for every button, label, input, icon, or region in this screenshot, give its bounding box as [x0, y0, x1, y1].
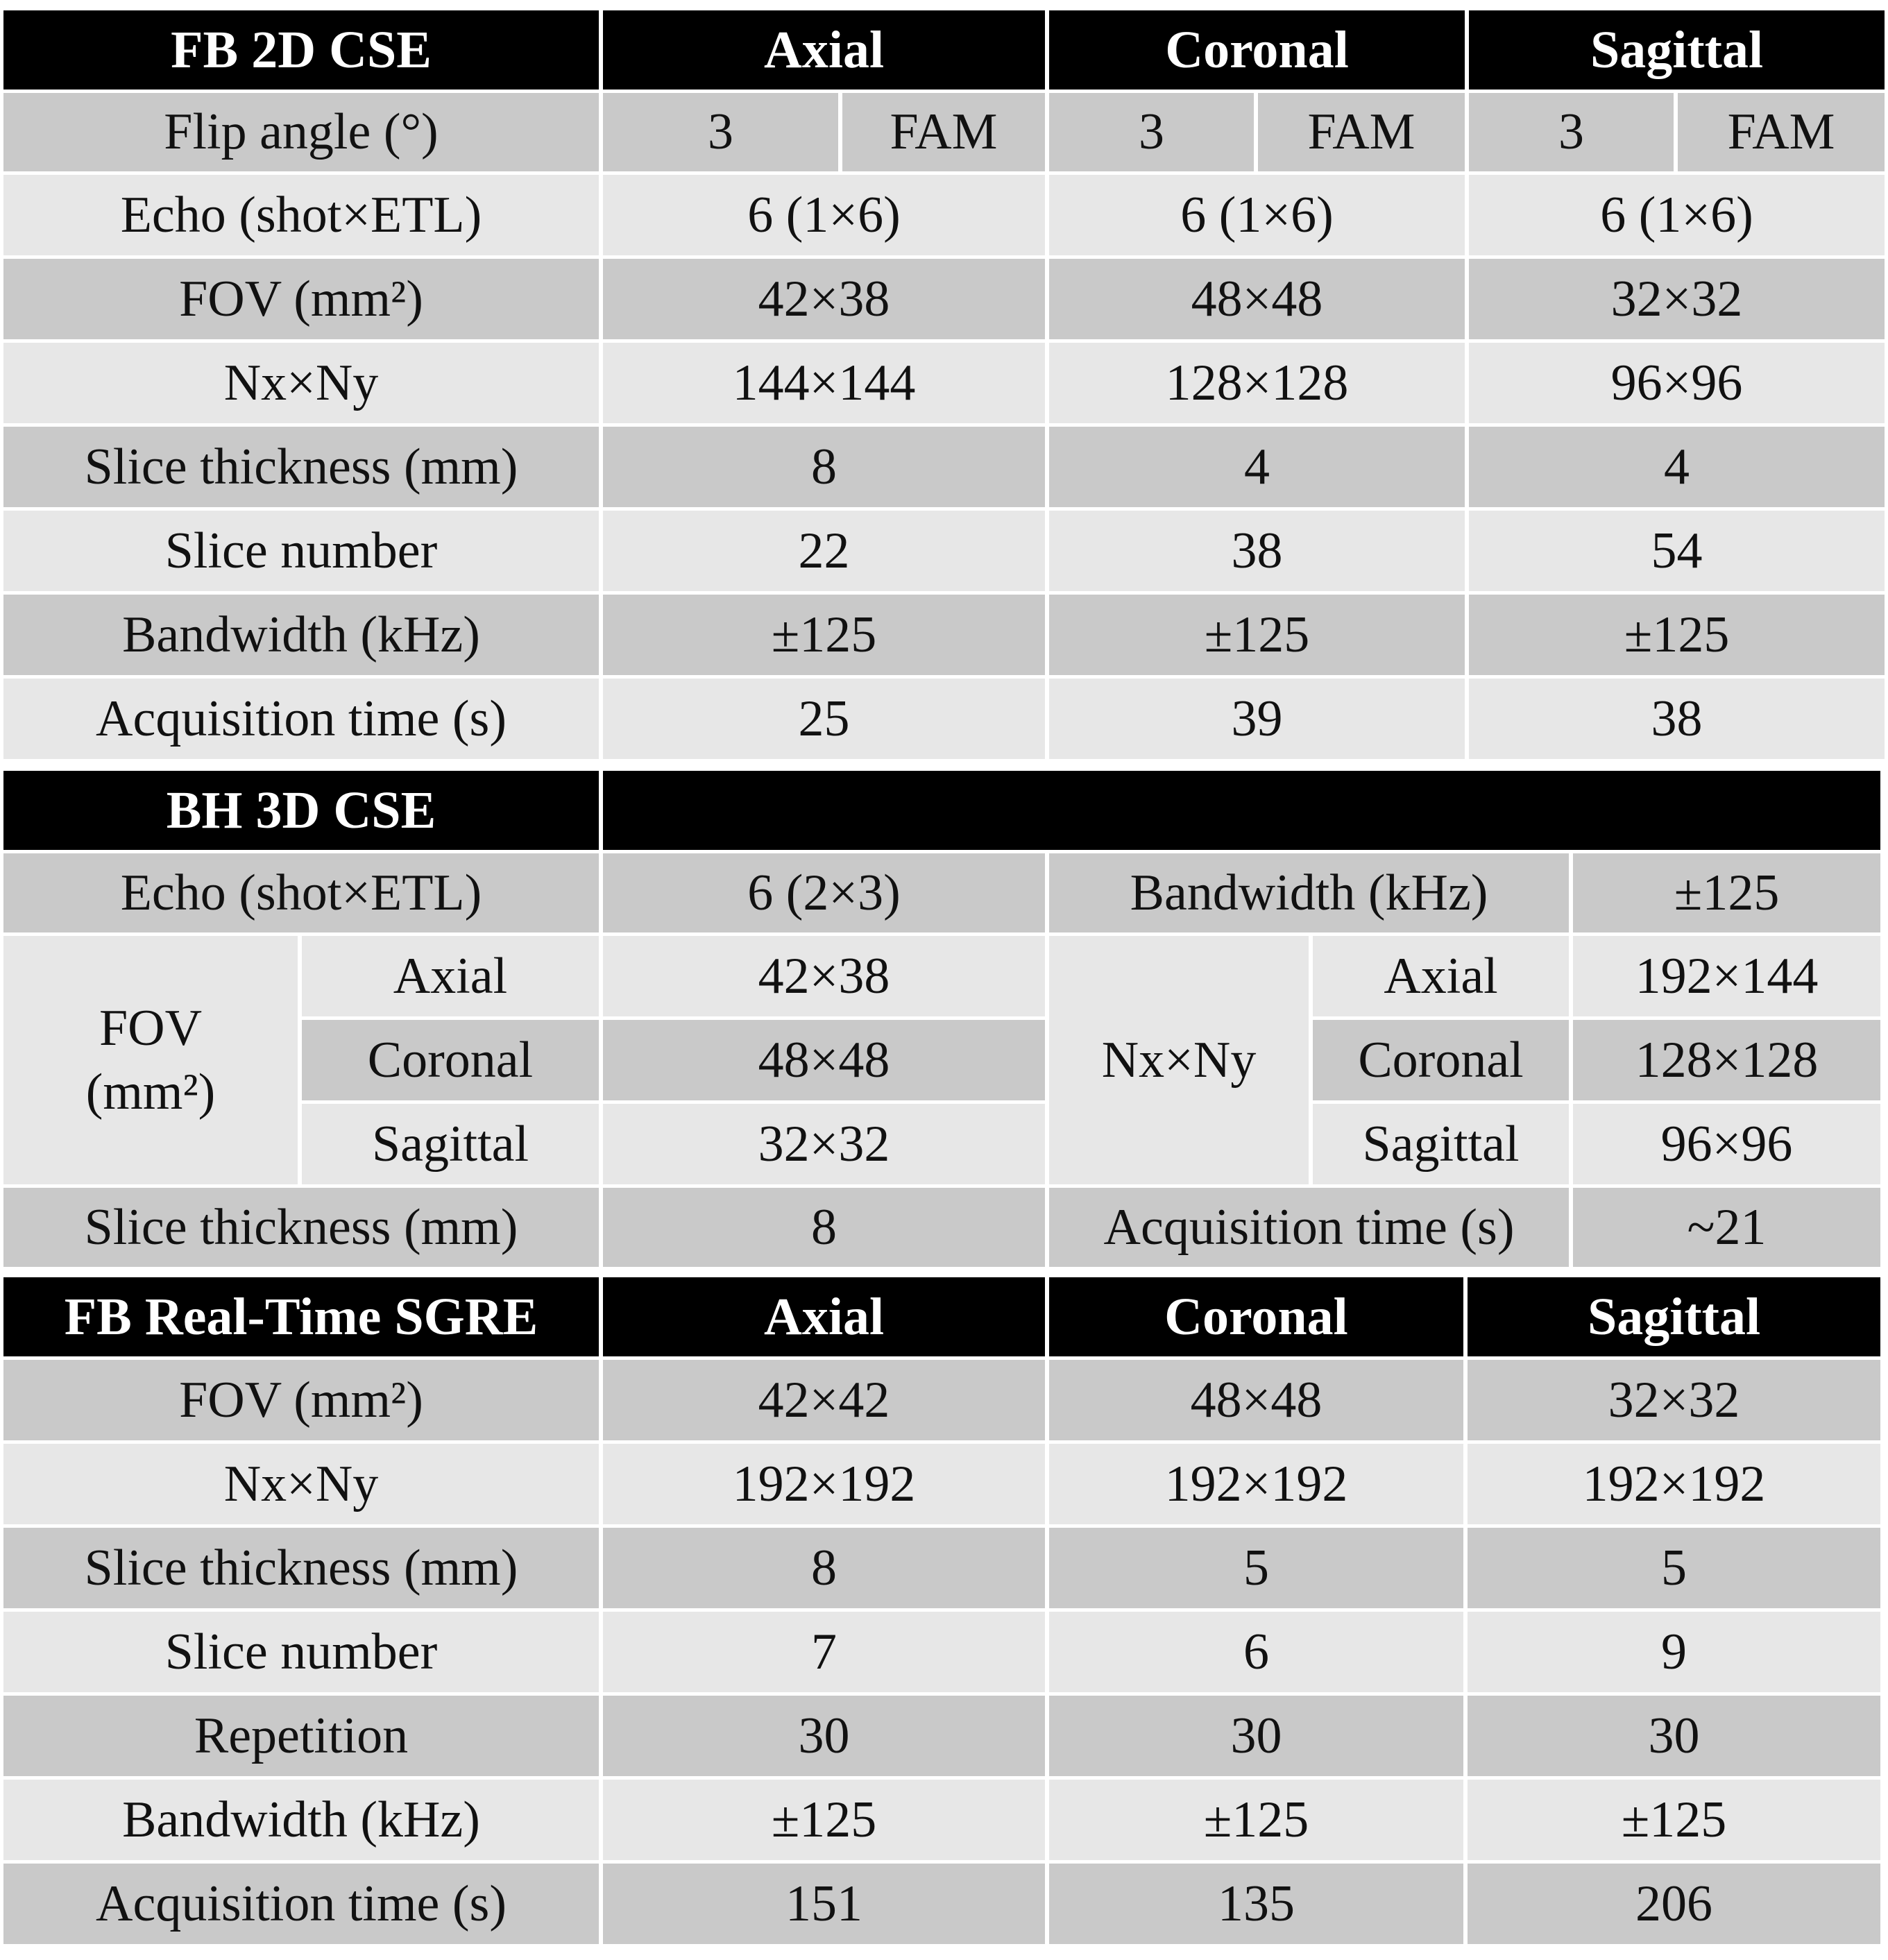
row-label: Echo (shot×ETL) [3, 175, 599, 255]
fov-sagittal-label: Sagittal [302, 1104, 599, 1184]
flip-sagittal-b: FAM [1678, 93, 1885, 171]
axial-value: 25 [603, 679, 1045, 759]
matrix-coronal-label: Coronal [1313, 1020, 1569, 1100]
fb2d-header-row [3, 10, 1885, 90]
fov-sagittal-value: 32×32 [603, 1104, 1045, 1184]
fb2d-bandwidth-row [3, 595, 1885, 675]
row-label: Slice number [3, 511, 599, 591]
acquisition-label: Acquisition time (s) [1049, 1188, 1569, 1267]
sagittal-value: 96×96 [1469, 343, 1885, 423]
sagittal-value: 192×192 [1468, 1444, 1880, 1524]
bh3d-title: BH 3D CSE [3, 771, 599, 850]
flip-coronal-b: FAM [1258, 93, 1465, 171]
coronal-value: ±125 [1049, 595, 1465, 675]
coronal-value: 48×48 [1049, 1360, 1463, 1440]
coronal-value: 6 [1049, 1612, 1463, 1692]
coronal-value: 192×192 [1049, 1444, 1463, 1524]
axial-value: ±125 [603, 1780, 1045, 1860]
sagittal-value: 32×32 [1469, 259, 1885, 339]
fbrt-coronal-header: Coronal [1049, 1277, 1463, 1356]
row-label: Bandwidth (kHz) [3, 1780, 599, 1860]
axial-value: 8 [603, 1528, 1045, 1608]
coronal-value: ±125 [1049, 1780, 1463, 1860]
flip-coronal-a: 3 [1049, 93, 1254, 171]
coronal-value: 30 [1049, 1696, 1463, 1776]
bandwidth-label: Bandwidth (kHz) [1049, 853, 1569, 932]
flip-axial-b: FAM [842, 93, 1045, 171]
row-label: FOV (mm²) [3, 1360, 599, 1440]
sagittal-value: 206 [1468, 1864, 1880, 1944]
fb2d-fov-row [3, 259, 1885, 339]
row-label: Nx×Ny [3, 343, 599, 423]
sagittal-value: ±125 [1469, 595, 1885, 675]
fb2d-axial-header: Axial [603, 10, 1045, 90]
fov-coronal-value: 48×48 [603, 1020, 1045, 1100]
matrix-axial-value: 192×144 [1573, 936, 1880, 1016]
fov-group-label [3, 936, 298, 1184]
bh3d-slice-acq-row [3, 1188, 1880, 1267]
row-label: Slice number [3, 1612, 599, 1692]
matrix-axial-label: Axial [1313, 936, 1569, 1016]
coronal-value: 6 (1×6) [1049, 175, 1465, 255]
coronal-value: 4 [1049, 427, 1465, 507]
fbrt-title: FB Real-Time SGRE [3, 1277, 599, 1356]
row-label: Acquisition time (s) [3, 1864, 599, 1944]
sagittal-value: 6 (1×6) [1469, 175, 1885, 255]
coronal-value: 5 [1049, 1528, 1463, 1608]
fbrt-slice-thickness-row [3, 1528, 1880, 1608]
bh3d-echo-row [3, 853, 1880, 932]
axial-value: 192×192 [603, 1444, 1045, 1524]
row-label: FOV (mm²) [3, 259, 599, 339]
sagittal-value: 30 [1468, 1696, 1880, 1776]
fbrt-sagittal-header: Sagittal [1468, 1277, 1880, 1356]
slice-thickness-label: Slice thickness (mm) [3, 1188, 599, 1267]
fov-label-line2: (mm²) [85, 1064, 216, 1120]
bh3d-header-row [3, 771, 1880, 850]
bh3d-header-blank [603, 771, 1880, 850]
axial-value: 151 [603, 1864, 1045, 1944]
row-label: Acquisition time (s) [3, 679, 599, 759]
fov-axial-label: Axial [302, 936, 599, 1016]
fbrt-repetition-row [3, 1696, 1880, 1776]
sagittal-value: 32×32 [1468, 1360, 1880, 1440]
echo-label: Echo (shot×ETL) [3, 853, 599, 932]
fb2d-echo-row [3, 175, 1885, 255]
fbrt-axial-header: Axial [603, 1277, 1045, 1356]
bh3d-axial-row [3, 936, 1880, 1016]
axial-value: 144×144 [603, 343, 1045, 423]
flip-axial-a: 3 [603, 93, 838, 171]
fov-label-line1: FOV [99, 999, 203, 1057]
fbrt-bandwidth-row [3, 1780, 1880, 1860]
axial-value: ±125 [603, 595, 1045, 675]
echo-value: 6 (2×3) [603, 853, 1045, 932]
fb2d-table [0, 7, 1888, 762]
sagittal-value: 5 [1468, 1528, 1880, 1608]
row-label: Bandwidth (kHz) [3, 595, 599, 675]
axial-value: 7 [603, 1612, 1045, 1692]
coronal-value: 48×48 [1049, 259, 1465, 339]
fbrt-acquisition-row [3, 1864, 1880, 1944]
sagittal-value: 9 [1468, 1612, 1880, 1692]
fbrt-table [0, 1274, 1885, 1948]
row-label: Nx×Ny [3, 1444, 599, 1524]
matrix-coronal-value: 128×128 [1573, 1020, 1880, 1100]
sagittal-value: ±125 [1468, 1780, 1880, 1860]
axial-value: 6 (1×6) [603, 175, 1045, 255]
fb2d-matrix-row [3, 343, 1885, 423]
fov-coronal-label: Coronal [302, 1020, 599, 1100]
fb2d-coronal-header: Coronal [1049, 10, 1465, 90]
matrix-group-label: Nx×Ny [1049, 936, 1309, 1184]
sagittal-value: 54 [1469, 511, 1885, 591]
axial-value: 42×42 [603, 1360, 1045, 1440]
coronal-value: 38 [1049, 511, 1465, 591]
coronal-value: 39 [1049, 679, 1465, 759]
fov-axial-value: 42×38 [603, 936, 1045, 1016]
matrix-sagittal-label: Sagittal [1313, 1104, 1569, 1184]
fb2d-acquisition-row [3, 679, 1885, 759]
axial-value: 42×38 [603, 259, 1045, 339]
row-label: Repetition [3, 1696, 599, 1776]
acquisition-value: ~21 [1573, 1188, 1880, 1267]
flip-angle-label: Flip angle (°) [3, 93, 599, 171]
bandwidth-value: ±125 [1573, 853, 1880, 932]
sagittal-value: 38 [1469, 679, 1885, 759]
fbrt-fov-row [3, 1360, 1880, 1440]
axial-value: 30 [603, 1696, 1045, 1776]
fbrt-header-row [3, 1277, 1880, 1356]
fb2d-slice-thickness-row [3, 427, 1885, 507]
slice-thickness-value: 8 [603, 1188, 1045, 1267]
fb2d-slice-number-row [3, 511, 1885, 591]
fb2d-title: FB 2D CSE [3, 10, 599, 90]
axial-value: 22 [603, 511, 1045, 591]
fbrt-slice-number-row [3, 1612, 1880, 1692]
bh3d-table [0, 767, 1885, 1270]
row-label: Slice thickness (mm) [3, 427, 599, 507]
coronal-value: 128×128 [1049, 343, 1465, 423]
fb2d-sagittal-header: Sagittal [1469, 10, 1885, 90]
axial-value: 8 [603, 427, 1045, 507]
flip-sagittal-a: 3 [1469, 93, 1674, 171]
coronal-value: 135 [1049, 1864, 1463, 1944]
fbrt-matrix-row [3, 1444, 1880, 1524]
fb2d-flip-row [3, 93, 1885, 171]
sagittal-value: 4 [1469, 427, 1885, 507]
matrix-sagittal-value: 96×96 [1573, 1104, 1880, 1184]
row-label: Slice thickness (mm) [3, 1528, 599, 1608]
